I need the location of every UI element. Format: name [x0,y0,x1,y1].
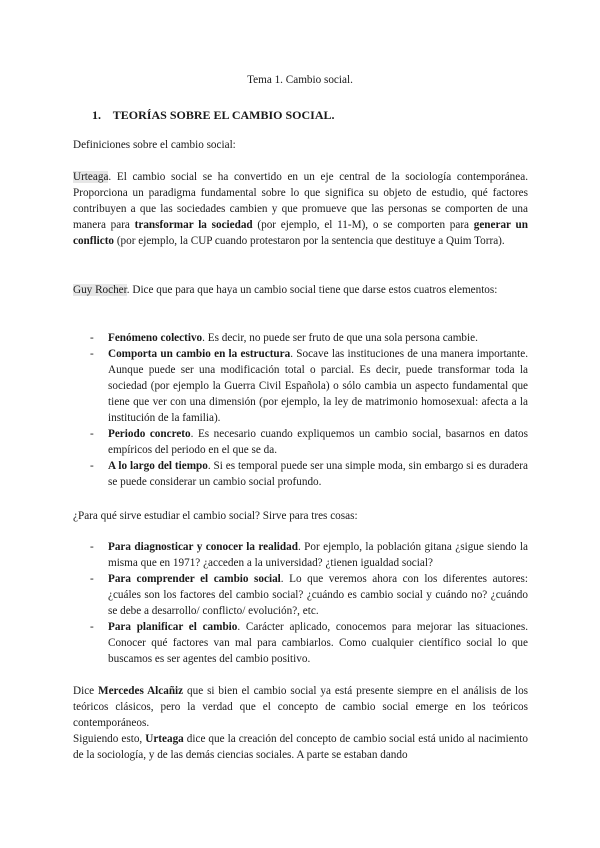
author-name-rocher: Guy Rocher [73,284,127,296]
list-item: - Para planificar el cambio. Carácter aplicado, conocemos para mejorar las situaciones. Conocer qué factores van mal para cambiarlos. Como cualquier científico social lo que buscamos es ser agentes del cambio positivo. [90,619,528,667]
author-name-urteaga: Urteaga [73,171,109,183]
alcaniz-paragraph: Dice Mercedes Alcañiz que si bien el cambio social ya está presente siempre en el análisis de los teóricos clásicos, pero la verdad que el concepto de cambio social emerge en los teóricos contemporáneos. [73,685,529,729]
list-item: - A lo largo del tiempo. Si es temporal puede ser una simple moda, sin embargo si es duradera se puede considerar un cambio social profundo. [90,458,528,490]
rocher-paragraph: Guy Rocher. Dice que para que haya un cambio social tiene que darse estos cuatros elementos: [73,284,498,296]
document-title: Tema 1. Cambio social. [247,74,353,86]
section-heading [92,107,335,123]
list-item: - Para comprender el cambio social. Lo que veremos ahora con los diferentes autores: ¿cuáles son los factores del cambio social? ¿cuándo es cambio social y cuándo no? ¿cuándo se debe a desarrollo/ conflicto/ evolución?, etc. [90,571,528,619]
following-paragraph: Siguiendo esto, Urteaga dice que la creación del concepto de cambio social está unido al nacimiento de la sociología, y de las demás ciencias sociales. A parte se estaban dando [73,733,528,761]
purpose-intro: ¿Para qué sirve estudiar el cambio social? Sirve para tres cosas: [73,510,358,522]
author-name-urteaga-2: Urteaga [145,733,184,745]
list-item: - Fenómeno colectivo. Es decir, no puede ser fruto de que una sola persona cambie. [90,330,528,346]
section-heading-text: TEORÍAS SOBRE EL CAMBIO SOCIAL. [112,108,335,122]
purposes-list [90,539,528,667]
section-number: 1. [92,108,101,122]
urteaga-paragraph: Urteaga. El cambio social se ha convertido en un eje central de la sociología contemporánea. Proporciona un paradigma fundamental sobre lo que significa su objeto de estudio, qué factores contribuyen a que las sociedades cambien y que promueve que las personas se comporten de una manera para transformar la sociedad (por ejemplo, el 11-M), o se comporten para generar un conflicto (por ejemplo, la CUP cuando protestaron por la sentencia que destituye a Quim Torra). [73,171,528,247]
definitions-intro: Definiciones sobre el cambio social: [73,139,236,151]
list-item: - Periodo concreto. Es necesario cuando expliquemos un cambio social, basarnos en datos empíricos del periodo en el que se da. [90,426,528,458]
elements-list [90,330,528,490]
list-item: - Para diagnosticar y conocer la realidad. Por ejemplo, la población gitana ¿sigue siendo la misma que en 1971? ¿acceden a la universidad? ¿tienen igualdad social? [90,539,528,571]
list-item: - Comporta un cambio en la estructura. Socave las instituciones de una manera importante. Aunque puede ser una modificación total o parcial. Es decir, puede transformar toda la sociedad (por ejemplo la Guerra Civil Española) o sólo cambia un aspecto fundamental que tiene que ver con una dimensión (por ejemplo, la ley de matrimonio homosexual: afecta a la institución de la familia). [90,346,528,426]
author-name-alcaniz: Mercedes Alcañiz [98,685,184,697]
